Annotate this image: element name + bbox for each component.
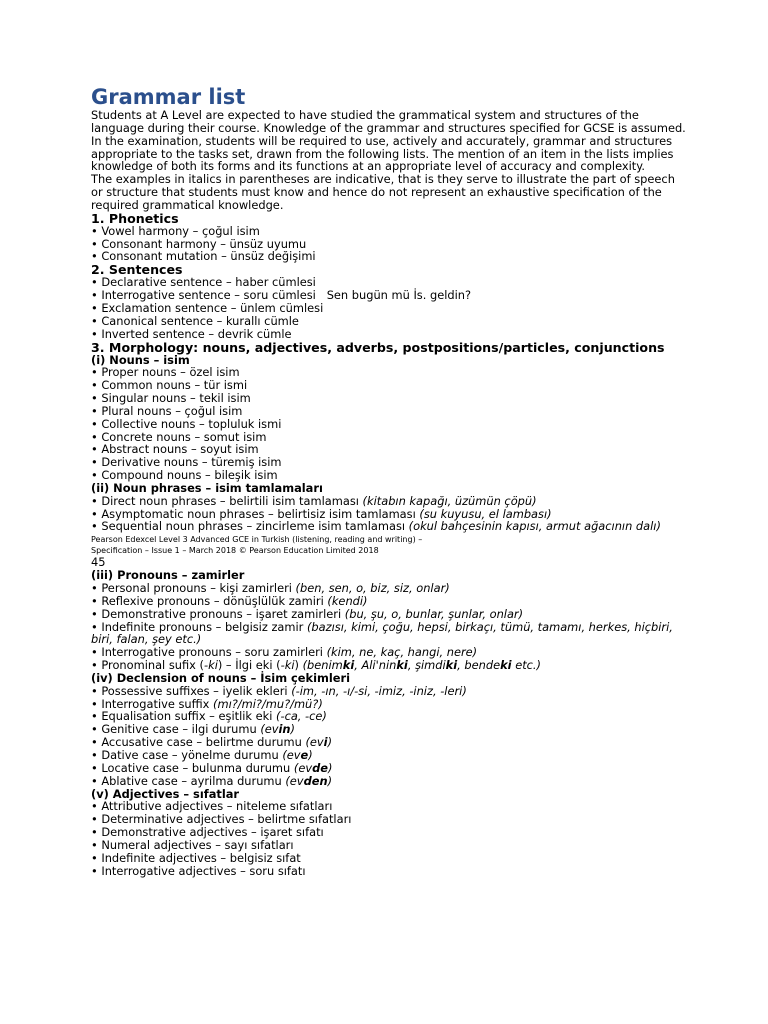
list-item: • Compound nouns – bileşik isim <box>91 469 688 482</box>
list-item: • Exclamation sentence – ünlem cümlesi <box>91 302 688 315</box>
item-text: Genitive case – ilgi durumu <box>101 722 261 737</box>
item-example: (-ca, -ce) <box>276 709 327 724</box>
list-item: • Determinative adjectives – belirtme sıfatları <box>91 813 688 826</box>
list-item: • Vowel harmony – çoğul isim <box>91 225 688 238</box>
example-suffix: ki <box>342 658 355 673</box>
list-item: • Common nouns – tür ismi <box>91 379 688 392</box>
item-text: Reflexive pronouns – dönüşlülük zamiri <box>101 593 328 608</box>
list-item <box>91 659 688 672</box>
example-part: ) <box>327 735 333 750</box>
item-example: (bazısı, kimi, çoğu, hepsi, birkaçı, tümü, tamamı, herkes, hiçbiri, biri, falan, şey etc.) <box>91 619 673 647</box>
adjectives-list <box>91 800 688 877</box>
item-example: (kitabın kapağı, üzümün çöpü) <box>362 493 537 508</box>
list-item: • Proper nouns – özel isim <box>91 366 688 379</box>
list-item: • Demonstrative adjectives – işaret sıfatı <box>91 826 688 839</box>
item-text: Interrogative pronouns – soru zamirleri <box>101 645 327 660</box>
item-example: (su kuyusu, el lambası) <box>419 506 552 521</box>
list-item <box>91 775 688 788</box>
item-example: (-im, -ın, -ı/-si, -imiz, -iniz, -leri) <box>291 683 467 698</box>
intro-paragraph: Students at A Level are expected to have studied the grammatical system and structures of the language during their course. Knowledge of the grammar and structures specified for GCSE is assumed. <box>91 108 686 135</box>
list-item <box>91 621 688 647</box>
example-suffix: in <box>278 722 291 737</box>
example-suffix: den <box>303 773 328 788</box>
item-text: Accusative case – belirtme durumu <box>101 735 306 750</box>
list-item: • Interrogative adjectives – soru sıfatı <box>91 865 688 878</box>
list-item: • Canonical sentence – kurallı cümle <box>91 315 688 328</box>
item-text: Asymptomatic noun phrases – belirtisiz isim tamlaması <box>101 506 420 521</box>
item-text: Interrogative suffix <box>101 696 214 711</box>
list-item: • Abstract nouns – soyut isim <box>91 443 688 456</box>
subsection-heading-nouns: (i) Nouns – isim <box>91 352 190 367</box>
footer-line: Pearson Edexcel Level 3 Advanced GCE in Turkish (listening, reading and writing) – <box>91 535 423 545</box>
item-example <box>285 774 332 788</box>
example-part: (benim <box>302 658 343 673</box>
item-text: Demonstrative pronouns – işaret zamirleri <box>101 606 345 621</box>
subsection-heading-declension: (iv) Declension of nouns – İsim çekimleri <box>91 670 351 685</box>
footer-line: Specification – Issue 1 – March 2018 © Pearson Education Limited 2018 <box>91 545 379 555</box>
item-text: Indefinite pronouns – belgisiz zamir <box>101 619 307 634</box>
phonetics-list <box>91 225 688 264</box>
list-item: • Derivative nouns – türemiş isim <box>91 456 688 469</box>
noun-phrases-list <box>91 495 688 534</box>
intro-paragraph: In the examination, students will be required to use, actively and accurately, grammar and structures appropriate to the tasks set, drawn from the following lists. The mention of an item in the lists implies knowledge of both its forms and its functions at an appropriate level of accuracy and complexity. <box>91 133 674 174</box>
example-part: , bende <box>457 658 501 673</box>
list-item: • Concrete nouns – somut isim <box>91 431 688 444</box>
example-suffix: i <box>323 735 328 750</box>
subsection-heading-adjectives: (v) Adjectives – sıfatlar <box>91 786 240 801</box>
pronouns-list <box>91 582 688 672</box>
item-example: (kendi) <box>327 593 368 608</box>
intro-paragraph: The examples in italics in parentheses are indicative, that is they serve to illustrate the part of speech or structure that students must know and hence do not represent an exhaustive specification of the required grammatical knowledge. <box>91 172 675 212</box>
subsection-heading-pronouns: (iii) Pronouns – zamirler <box>91 568 245 583</box>
list-item: • Consonant mutation – ünsüz değişimi <box>91 250 688 263</box>
example-suffix: e <box>300 747 309 762</box>
list-item: • Numeral adjectives – sayı sıfatları <box>91 839 688 852</box>
item-text: Direct noun phrases – belirtili isim tamlaması <box>101 493 363 508</box>
example-suffix: ki <box>445 658 458 673</box>
list-item: • Indefinite adjectives – belgisiz sıfat <box>91 852 688 865</box>
item-text: ) <box>294 658 303 673</box>
item-example: (bu, şu, o, bunlar, şunlar, onlar) <box>344 606 524 621</box>
item-example: (okul bahçesinin kapısı, armut ağacının dalı) <box>408 519 661 534</box>
example-part: (ev <box>260 722 279 737</box>
subsection-heading-noun-phrases: (ii) Noun phrases – isim tamlamaları <box>91 480 323 495</box>
list-item <box>91 520 688 533</box>
list-item: • Collective nouns – topluluk ismi <box>91 418 688 431</box>
example-part: , Ali'nin <box>354 658 397 673</box>
item-example: (kim, ne, kaç, hangi, nere) <box>326 645 478 660</box>
item-text: ) – İlgi eki ( <box>217 658 281 673</box>
example-part: etc.) <box>511 658 542 673</box>
item-text: Sequential noun phrases – zincirleme isim tamlaması <box>101 519 409 534</box>
list-item: • Attributive adjectives – niteleme sıfatları <box>91 800 688 813</box>
example-suffix: de <box>312 760 328 775</box>
example-part: ) <box>327 760 333 775</box>
section-heading-phonetics: 1. Phonetics <box>91 210 179 226</box>
suffix-example: -ki <box>203 658 218 673</box>
example-part: ) <box>327 773 333 788</box>
example-suffix: ki <box>500 658 512 673</box>
item-example: (ben, sen, o, biz, siz, onlar) <box>295 581 450 595</box>
item-text: Locative case – bulunma durumu <box>101 760 294 775</box>
list-item: • Inverted sentence – devrik cümle <box>91 328 688 341</box>
page-number: 45 <box>91 555 106 570</box>
list-item: • Interrogative sentence – soru cümlesi Sen bugün mü İs. geldin? <box>91 289 688 302</box>
suffix-example: -ki <box>280 658 295 673</box>
item-text: Pronominal sufix ( <box>101 658 204 673</box>
example-part: ) <box>308 747 313 762</box>
example-part: (ev <box>305 735 324 750</box>
example-part: (ev <box>293 760 313 775</box>
item-example: (mı?/mi?/mu?/mü?) <box>213 696 323 711</box>
list-item: • Consonant harmony – ünsüz uyumu <box>91 238 688 251</box>
example-part: (ev <box>285 773 304 788</box>
item-text: Dative case – yönelme durumu <box>101 747 283 762</box>
page-title: Grammar list <box>91 85 246 109</box>
item-text: Possessive suffixes – iyelik ekleri <box>101 683 292 698</box>
section-heading-morphology: 3. Morphology: nouns, adjectives, adverbs, postpositions/particles, conjunctions <box>91 339 665 355</box>
list-item: • Plural nouns – çoğul isim <box>91 405 688 418</box>
sentences-list <box>91 276 688 340</box>
example-part: , şimdi <box>407 658 446 673</box>
item-example <box>303 658 541 672</box>
list-item: • Declarative sentence – haber cümlesi <box>91 276 688 289</box>
item-text: Equalisation suffix – eşitlik eki <box>101 709 277 724</box>
nouns-list <box>91 366 688 482</box>
example-part: (ev <box>282 747 301 762</box>
example-suffix: ki <box>396 658 408 673</box>
item-text: Personal pronouns – kişi zamirleri <box>101 581 296 595</box>
declension-list <box>91 685 688 788</box>
list-item: • Singular nouns – tekil isim <box>91 392 688 405</box>
example-part: ) <box>290 722 295 737</box>
page-footer <box>91 535 688 556</box>
item-text: Ablative case – ayrilma durumu <box>101 773 286 788</box>
section-heading-sentences: 2. Sentences <box>91 262 183 278</box>
